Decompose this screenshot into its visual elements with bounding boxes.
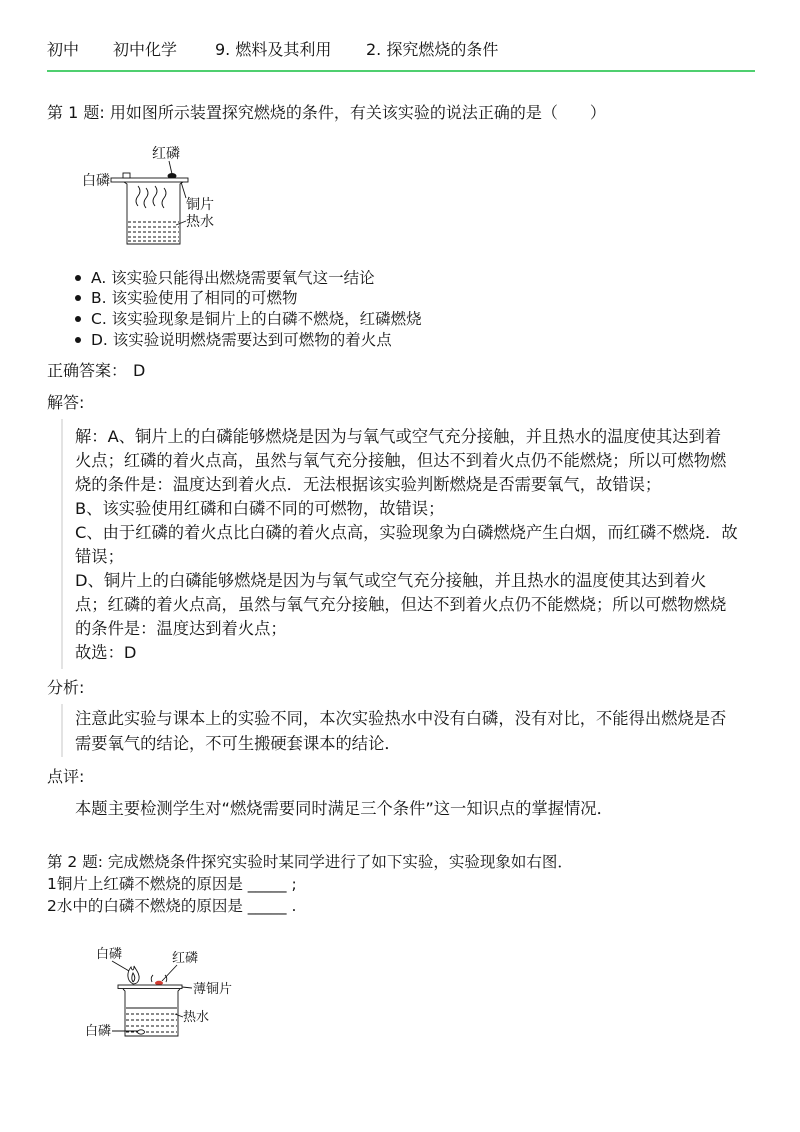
- solution-label: 解答:: [47, 393, 85, 412]
- leader-red-phosphorus: [162, 965, 177, 981]
- analysis-line: 注意此实验与课本上的实验不同，本次实验热水中没有白磷，没有对比，不能得出燃烧是否: [75, 709, 727, 728]
- label-white-phosphorus-top: 白磷: [96, 947, 123, 962]
- copper-plate: [118, 985, 182, 989]
- steam-line: [144, 188, 148, 208]
- leader-red-phosphorus: [169, 161, 172, 174]
- analysis-line: 需要氧气的结论，不可生搬硬套课本的结论．: [75, 734, 401, 753]
- leader-copper: [182, 987, 192, 988]
- leader-white-phosphorus-top: [112, 961, 129, 971]
- leader-water: [175, 1014, 183, 1017]
- label-copper-plate: 铜片: [186, 197, 214, 213]
- question-2-title: 第 2 题: 完成燃烧条件探究实验时某同学进行了如下实验，实验现象如右图．: [47, 853, 573, 871]
- breadcrumb-section: 2. 探究燃烧的条件: [366, 40, 499, 59]
- leader-copper: [181, 182, 186, 198]
- label-white-phosphorus-bottom: 白磷: [85, 1024, 112, 1039]
- smoke-line: [151, 975, 153, 982]
- bullet: [75, 316, 81, 322]
- label-hot-water: 热水: [186, 214, 214, 230]
- header-divider: [47, 70, 755, 72]
- solution-line: 故选：D: [75, 643, 137, 662]
- breadcrumb-subject: 初中化学: [113, 40, 178, 59]
- question-2-blank-1: 1铜片上红磷不燃烧的原因是 _____ ;: [47, 875, 297, 893]
- analysis-label: 分析:: [47, 678, 85, 697]
- question-2-figure: [80, 940, 240, 1045]
- label-white-phosphorus: 白磷: [82, 173, 110, 189]
- bullet: [75, 337, 81, 343]
- comment-line: 本题主要检测学生对“燃烧需要同时满足三个条件”这一知识点的掌握情况．: [75, 799, 613, 818]
- answer-value: D: [133, 361, 146, 380]
- beaker: [124, 182, 183, 244]
- question-1-figure: [78, 140, 223, 252]
- option-d: D. 该实验说明燃烧需要达到可燃物的着火点: [91, 331, 392, 349]
- label-red-phosphorus: 红磷: [172, 951, 199, 966]
- beaker: [123, 989, 180, 1036]
- solution-line: C、由于红磷的着火点比白磷的着火点高，实验现象为白磷燃烧产生白烟，而红磷不燃烧．故: [75, 523, 738, 542]
- copper-plate: [111, 178, 188, 182]
- option-a: A. 该实验只能得出燃烧需要氧气这一结论: [91, 269, 375, 287]
- white-phosphorus-sample: [123, 173, 130, 178]
- solution-line: D、铜片上的白磷能够燃烧是因为与氧气或空气充分接触，并且热水的温度使其达到着火: [75, 571, 707, 590]
- solution-line: 解：A、铜片上的白磷能够燃烧是因为与氧气或空气充分接触，并且热水的温度使其达到着: [75, 427, 722, 446]
- breadcrumb-chapter: 9. 燃料及其利用: [215, 40, 332, 59]
- leader-water: [176, 221, 186, 225]
- bullet: [75, 295, 81, 301]
- label-thin-copper-plate: 薄铜片: [193, 982, 233, 997]
- solution-line: 烧的条件是：温度达到着火点．无法根据该实验判断燃烧是否需要氧气，故错误；: [75, 475, 662, 494]
- option-b: B. 该实验使用了相同的可燃物: [91, 289, 298, 307]
- solution-block-border: [61, 419, 63, 669]
- steam-line: [136, 186, 140, 206]
- steam-line: [153, 186, 157, 206]
- label-hot-water: 热水: [183, 1010, 210, 1025]
- solution-line: 火点；红磷的着火点高，虽然与氧气充分接触，但达不到着火点仍不能燃烧；所以可燃物燃: [75, 451, 727, 470]
- solution-line: B、该实验使用红磷和白磷不同的可燃物，故错误；: [75, 499, 445, 518]
- bullet: [75, 275, 81, 281]
- label-red-phosphorus: 红磷: [152, 146, 180, 162]
- breadcrumb-level: 初中: [47, 40, 80, 59]
- question-2-blank-2: 2水中的白磷不燃烧的原因是 _____ .: [47, 897, 297, 915]
- question-1-title: 第 1 题: 用如图所示装置探究燃烧的条件，有关该实验的说法正确的是（ ）: [47, 103, 606, 122]
- comment-label: 点评:: [47, 767, 85, 786]
- answer-label: 正确答案：: [47, 361, 128, 380]
- steam-line: [162, 188, 166, 208]
- solution-line: 错误；: [75, 547, 124, 566]
- solution-line: 点；红磷的着火点高，虽然与氧气充分接触，但达不到着火点仍不能燃烧；所以可燃物燃烧: [75, 595, 727, 614]
- white-phosphorus-in-water: [138, 1030, 145, 1034]
- option-c: C. 该实验现象是铜片上的白磷不燃烧，红磷燃烧: [91, 310, 422, 328]
- red-phosphorus-sample: [155, 981, 163, 985]
- analysis-block-border: [61, 704, 63, 757]
- solution-line: 的条件是：温度达到着火点；: [75, 619, 287, 638]
